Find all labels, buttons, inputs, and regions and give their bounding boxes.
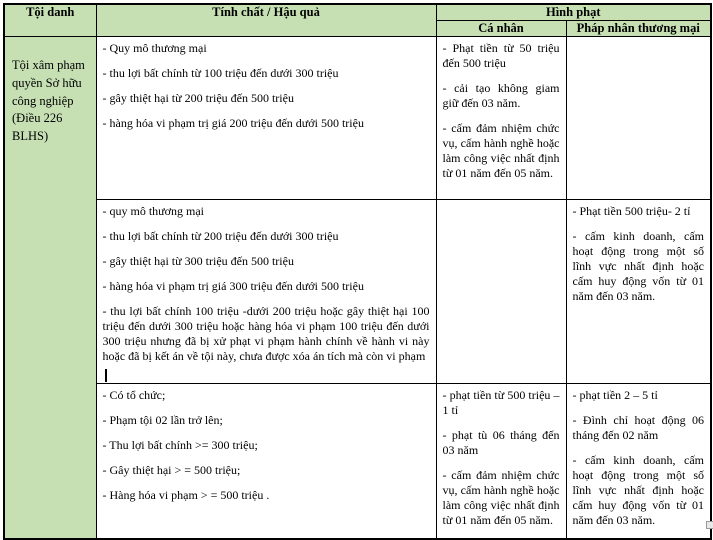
individual-cell-row1[interactable] <box>436 37 566 200</box>
penalty-item[interactable]: - cấm đảm nhiệm chức vụ, cấm hành nghề hoặc làm công việc nhất định từ 01 năm đến 05 năm. <box>442 121 560 180</box>
nature-item[interactable]: - quy mô thương mại <box>102 204 205 218</box>
penalty-item[interactable]: - cấm kinh doanh, cấm hoạt động trong một số lĩnh vực nhất định hoặc cấm huy động vốn từ 01 năm đến 03 năm. <box>572 229 705 303</box>
nature-cell-row2[interactable] <box>96 200 436 384</box>
nature-item[interactable]: - Thu lợi bất chính >= 300 triệu; <box>102 438 258 452</box>
entity-cell-row2[interactable] <box>566 200 711 384</box>
nature-item[interactable]: - thu lợi bất chính từ 200 triệu đến dưới 300 triệu <box>102 229 339 243</box>
nature-item[interactable]: - Gây thiệt hại > = 500 triệu; <box>102 463 241 477</box>
entity-cell-row3[interactable] <box>566 384 711 540</box>
penalty-item[interactable]: - cấm đảm nhiệm chức vụ, cấm hành nghề hoặc làm công việc nhất định từ 01 năm đến 05 năm. <box>442 468 560 527</box>
nature-cell-row1[interactable] <box>96 37 436 200</box>
penalty-item[interactable]: - phạt tù 06 tháng đến 03 năm <box>442 428 560 457</box>
text-cursor <box>105 369 107 382</box>
individual-cell-row3[interactable] <box>436 384 566 540</box>
penalty-item[interactable]: - phạt tiền 2 – 5 tỉ <box>572 388 658 402</box>
nature-item[interactable]: - thu lợi bất chính 100 triệu -dưới 200 triệu hoặc gây thiệt hại 100 triệu đến dưới 300 triệu hoặc hàng hóa vi phạm 100 triệu đến dưới 300 triệu nhưng đã bị xử phạt vi phạm hành chính về hành vi này hoặc đã bị kết án về tội này, chưa được xóa án tích mà còn vi phạm <box>102 304 430 363</box>
nature-item[interactable]: - Phạm tội 02 lần trở lên; <box>102 413 223 427</box>
header-entity[interactable]: Pháp nhân thương mại <box>566 21 711 37</box>
penalty-table <box>3 3 712 540</box>
header-crime[interactable]: Tội danh <box>4 4 96 37</box>
nature-item[interactable]: - thu lợi bất chính từ 100 triệu đến dưới 300 triệu <box>102 66 339 80</box>
nature-item[interactable]: - Hàng hóa vi phạm > = 500 triệu . <box>102 488 270 502</box>
header-nature[interactable]: Tính chất / Hậu quả <box>96 4 436 37</box>
individual-cell-row2[interactable] <box>436 200 566 384</box>
nature-cell-row3[interactable] <box>96 384 436 540</box>
nature-item[interactable]: - gây thiệt hại từ 300 triệu đến 500 triệu <box>102 254 294 268</box>
entity-cell-row1[interactable] <box>566 37 711 200</box>
nature-item[interactable]: - hàng hóa vi phạm trị giá 300 triệu đến dưới 500 triệu <box>102 279 364 293</box>
nature-item[interactable]: - Có tổ chức; <box>102 388 166 402</box>
nature-item[interactable]: - Quy mô thương mại <box>102 41 207 55</box>
penalty-item[interactable]: - cấm kinh doanh, cấm hoạt động trong một số lĩnh vực nhất định hoặc cấm huy động vốn từ 01 năm đến 03 năm. <box>572 453 705 527</box>
penalty-item[interactable]: - cải tạo không giam giữ đến 03 năm. <box>442 81 560 110</box>
nature-item[interactable]: - gây thiệt hại từ 200 triệu đến 500 triệu <box>102 91 294 105</box>
penalty-item[interactable]: - phạt tiền từ 500 triệu – 1 tỉ <box>442 388 560 417</box>
header-penalty[interactable]: Hình phạt <box>436 4 711 21</box>
crime-name-cell[interactable] <box>4 37 96 540</box>
nature-item[interactable]: - hàng hóa vi phạm trị giá 200 triệu đến dưới 500 triệu <box>102 116 364 130</box>
penalty-item[interactable]: - Phạt tiền từ 50 triệu đến 500 triệu <box>442 41 560 70</box>
penalty-item[interactable]: - Phạt tiền 500 triệu- 2 tỉ <box>572 204 691 218</box>
crime-name-text[interactable]: Tội xâm phạm quyền Sở hữu công nghiệp (Điều 226 BLHS) <box>12 58 85 143</box>
header-individual[interactable]: Cá nhân <box>436 21 566 37</box>
penalty-item[interactable]: - Đình chỉ hoạt động 06 tháng đến 02 năm <box>572 413 705 442</box>
